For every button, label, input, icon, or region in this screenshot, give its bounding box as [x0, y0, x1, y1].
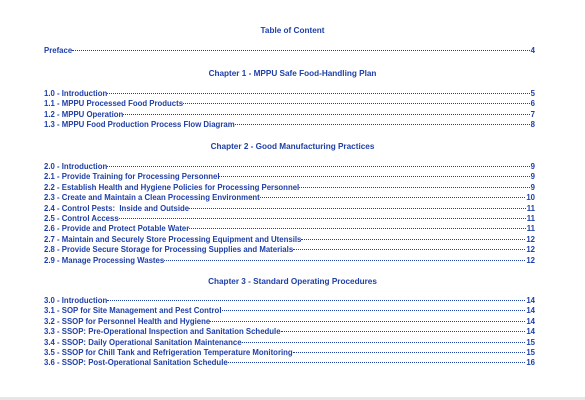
dot-leader: [219, 176, 529, 177]
dot-leader: [228, 362, 526, 363]
dot-leader: [293, 352, 526, 353]
toc-entry-label: 3.0 - Introduction: [44, 296, 108, 305]
toc-entry-page: 14: [526, 306, 535, 316]
toc-entry-label: 3.6 - SSOP: Post-Operational Sanitation Schedule: [44, 358, 228, 368]
toc-entry-page: 12: [526, 255, 535, 265]
dot-leader: [235, 124, 530, 125]
dot-leader: [183, 103, 530, 104]
toc-entry[interactable]: [44, 214, 535, 224]
toc-entry-page: 11: [526, 203, 535, 213]
toc-entry-label: 2.0 - Introduction: [44, 162, 108, 171]
toc-entry-label: 3.3 - SSOP: Pre-Operational Inspection and Sanitation Schedule: [44, 327, 281, 337]
toc-entry[interactable]: [44, 256, 535, 266]
toc-entry-page: 11: [526, 224, 535, 234]
toc-entry[interactable]: [44, 172, 535, 182]
dot-leader: [260, 197, 526, 198]
toc-entry-label: 2.7 - Maintain and Securely Store Processing Equipment and Utensils: [44, 234, 302, 244]
toc-entry[interactable]: [44, 162, 535, 172]
toc-entry[interactable]: [44, 183, 535, 193]
toc-entry[interactable]: [44, 110, 535, 120]
toc-entry[interactable]: [44, 204, 535, 214]
toc-entry-page: 5: [530, 89, 535, 98]
toc-entry[interactable]: [44, 99, 535, 109]
toc-entry-label: Preface: [44, 46, 73, 55]
toc-entry-page: 9: [530, 162, 535, 171]
toc-entry-page: 12: [526, 234, 535, 244]
dot-leader: [123, 114, 529, 115]
toc-entry-label: 3.5 - SSOP for Chill Tank and Refrigeration Temperature Monitoring: [44, 348, 293, 357]
toc-entry-label: 2.5 - Control Access: [44, 214, 119, 223]
toc-entry-label: 2.8 - Provide Secure Storage for Processing Supplies and Materials: [44, 245, 294, 255]
dot-leader: [301, 239, 525, 240]
dot-leader: [72, 50, 529, 51]
toc-entry[interactable]: [44, 235, 535, 245]
toc-entry-label: 3.2 - SSOP for Personnel Health and Hygiene: [44, 316, 211, 326]
toc-entry-page: 14: [526, 316, 535, 326]
dot-leader: [281, 331, 526, 332]
dot-leader: [107, 93, 529, 94]
toc-entry-page: 7: [530, 109, 535, 119]
chapter-heading: Chapter 3 - Standard Operating Procedures: [208, 277, 377, 286]
toc-entry-label: 2.1 - Provide Training for Processing Personnel: [44, 172, 220, 182]
dot-leader: [119, 218, 526, 219]
toc-entry-label: 1.2 - MPPU Operation: [44, 109, 124, 119]
toc-entry-label: 2.2 - Establish Health and Hygiene Policies for Processing Personnel: [44, 182, 300, 192]
dot-leader: [222, 310, 526, 311]
toc-entry[interactable]: [44, 327, 535, 337]
toc-entry-preface[interactable]: [44, 46, 535, 56]
toc-entry-label: 1.0 - Introduction: [44, 89, 108, 98]
toc-entry-label: 2.9 - Manage Processing Wastes: [44, 255, 165, 265]
toc-title: Table of Content: [260, 26, 325, 35]
toc-entry[interactable]: [44, 193, 535, 203]
toc-entry-page: 4: [530, 46, 535, 55]
dot-leader: [107, 300, 525, 301]
toc-entry[interactable]: [44, 348, 535, 358]
dot-leader: [189, 228, 525, 229]
toc-entry-label: 3.4 - SSOP: Daily Operational Sanitation Maintenance: [44, 337, 242, 347]
toc-entry-label: 1.3 - MPPU Food Production Process Flow Diagram: [44, 120, 235, 130]
toc-entry-label: 2.4 - Control Pests: Inside and Outside: [44, 203, 190, 213]
toc-entry-page: 12: [526, 245, 535, 255]
toc-entry-page: 11: [526, 214, 535, 223]
toc-entry-page: 15: [526, 348, 535, 357]
toc-entry-page: 9: [530, 172, 535, 182]
toc-entry-label: 1.1 - MPPU Processed Food Products: [44, 99, 184, 109]
toc-entry-label: 3.1 - SOP for Site Management and Pest Control: [44, 306, 222, 316]
toc-entry-label: 2.3 - Create and Maintain a Clean Processing Environment: [44, 193, 260, 203]
dot-leader: [242, 342, 526, 343]
dot-leader: [107, 166, 529, 167]
chapter-heading: Chapter 1 - MPPU Safe Food-Handling Plan: [208, 69, 377, 78]
toc-entry-page: 14: [526, 327, 535, 337]
toc-entry[interactable]: [44, 224, 535, 234]
toc-entry-page: 14: [526, 296, 535, 305]
toc-entry-label: 2.6 - Provide and Protect Potable Water: [44, 224, 190, 234]
toc-entry-page: 16: [526, 358, 535, 368]
dot-leader: [189, 208, 526, 209]
toc-entry-page: 15: [526, 337, 535, 347]
toc-entry[interactable]: [44, 317, 535, 327]
toc-entry[interactable]: [44, 120, 535, 130]
toc-entry[interactable]: [44, 306, 535, 316]
chapter-heading: Chapter 2 - Good Manufacturing Practices: [210, 142, 375, 151]
toc-entry[interactable]: [44, 296, 535, 306]
toc-entry[interactable]: [44, 245, 535, 255]
toc-entry-page: 8: [530, 120, 535, 130]
toc-entry-page: 10: [526, 193, 535, 203]
toc-entry[interactable]: [44, 338, 535, 348]
toc-entry[interactable]: [44, 89, 535, 99]
dot-leader: [299, 187, 529, 188]
dot-leader: [293, 249, 525, 250]
toc-entry-page: 6: [530, 99, 535, 109]
toc-entry-page: 9: [530, 182, 535, 192]
toc-entry[interactable]: [44, 358, 535, 368]
dot-leader: [164, 260, 525, 261]
dot-leader: [210, 321, 525, 322]
